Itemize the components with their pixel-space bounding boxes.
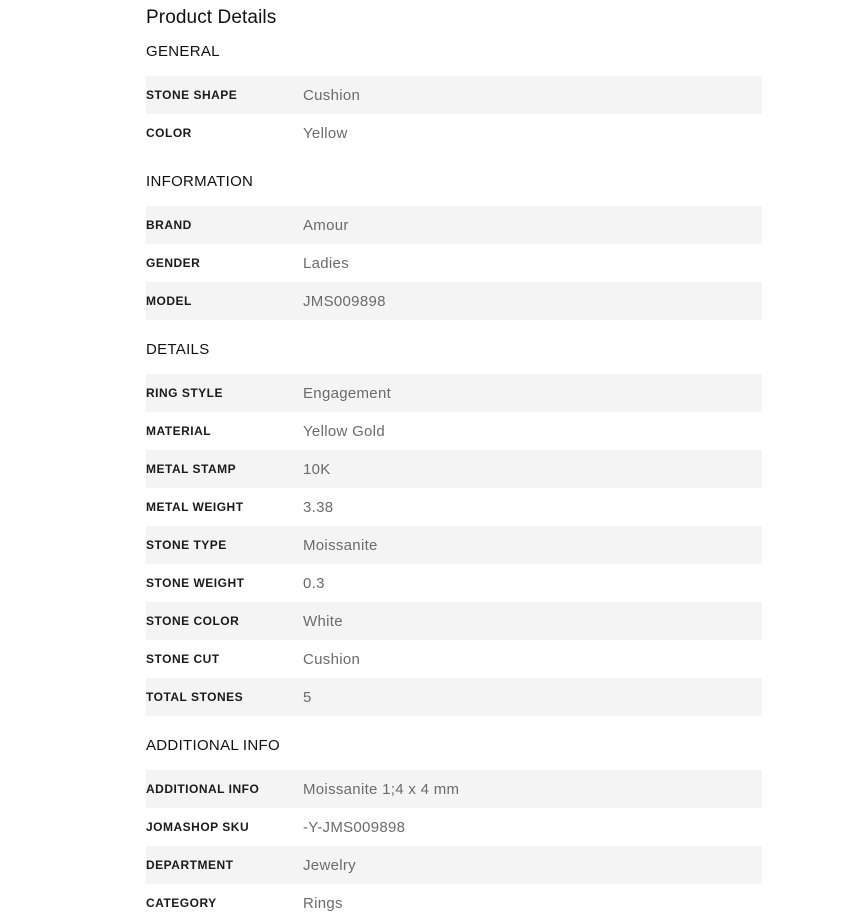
spec-row xyxy=(146,884,762,920)
product-details-sections xyxy=(146,42,762,920)
spec-label: METAL WEIGHT xyxy=(146,500,244,514)
spec-row xyxy=(146,374,762,412)
page-title: Product Details xyxy=(146,7,277,28)
spec-row xyxy=(146,678,762,716)
section-title: INFORMATION xyxy=(146,173,254,190)
spec-label: RING STYLE xyxy=(146,386,224,400)
spec-label: STONE WEIGHT xyxy=(146,576,245,590)
section-information xyxy=(146,172,762,320)
spec-row xyxy=(146,76,762,114)
spec-row xyxy=(146,564,762,602)
spec-row xyxy=(146,602,762,640)
spec-row xyxy=(146,282,762,320)
spec-row xyxy=(146,808,762,846)
spec-row xyxy=(146,412,762,450)
spec-value: Amour xyxy=(303,216,349,234)
spec-value: Engagement xyxy=(303,384,392,402)
spec-label: MATERIAL xyxy=(146,424,212,438)
spec-label: STONE CUT xyxy=(146,652,220,666)
spec-label: BRAND xyxy=(146,218,192,232)
spec-value: Rings xyxy=(303,894,343,912)
spec-table xyxy=(146,374,762,716)
spec-row xyxy=(146,114,762,152)
spec-value: Cushion xyxy=(303,86,361,104)
spec-value: 5 xyxy=(303,688,312,706)
spec-value: 0.3 xyxy=(303,574,325,592)
spec-label: JOMASHOP SKU xyxy=(146,820,250,834)
spec-value: White xyxy=(303,612,343,630)
spec-row xyxy=(146,640,762,678)
spec-table xyxy=(146,76,762,152)
spec-label: GENDER xyxy=(146,256,201,270)
spec-label: COLOR xyxy=(146,126,192,140)
spec-table xyxy=(146,770,762,920)
spec-value: 10K xyxy=(303,460,331,478)
spec-value: -Y-JMS009898 xyxy=(303,818,406,836)
spec-value: Moissanite 1;4 x 4 mm xyxy=(303,780,460,798)
spec-row xyxy=(146,206,762,244)
spec-label: MODEL xyxy=(146,294,192,308)
spec-value: Jewelry xyxy=(303,856,356,874)
spec-row xyxy=(146,244,762,282)
spec-label: METAL STAMP xyxy=(146,462,237,476)
spec-row xyxy=(146,770,762,808)
spec-value: Yellow xyxy=(303,124,348,142)
section-general xyxy=(146,42,762,152)
section-title: ADDITIONAL INFO xyxy=(146,737,280,754)
spec-row xyxy=(146,526,762,564)
spec-value: Moissanite xyxy=(303,536,378,554)
spec-value: Ladies xyxy=(303,254,350,272)
spec-value: 3.38 xyxy=(303,498,334,516)
product-details-panel xyxy=(146,0,762,920)
section-title: GENERAL xyxy=(146,43,220,60)
spec-value: Cushion xyxy=(303,650,361,668)
spec-label: STONE SHAPE xyxy=(146,88,238,102)
spec-row xyxy=(146,846,762,884)
spec-label: DEPARTMENT xyxy=(146,858,234,872)
section-additional-info xyxy=(146,736,762,920)
spec-table xyxy=(146,206,762,320)
spec-value: JMS009898 xyxy=(303,292,386,310)
spec-value: Yellow Gold xyxy=(303,422,385,440)
spec-label: STONE TYPE xyxy=(146,538,227,552)
spec-label: ADDITIONAL INFO xyxy=(146,782,260,796)
spec-label: CATEGORY xyxy=(146,896,217,910)
spec-label: TOTAL STONES xyxy=(146,690,244,704)
spec-label: STONE COLOR xyxy=(146,614,240,628)
spec-row xyxy=(146,450,762,488)
section-details xyxy=(146,340,762,716)
section-title: DETAILS xyxy=(146,341,210,358)
spec-row xyxy=(146,488,762,526)
